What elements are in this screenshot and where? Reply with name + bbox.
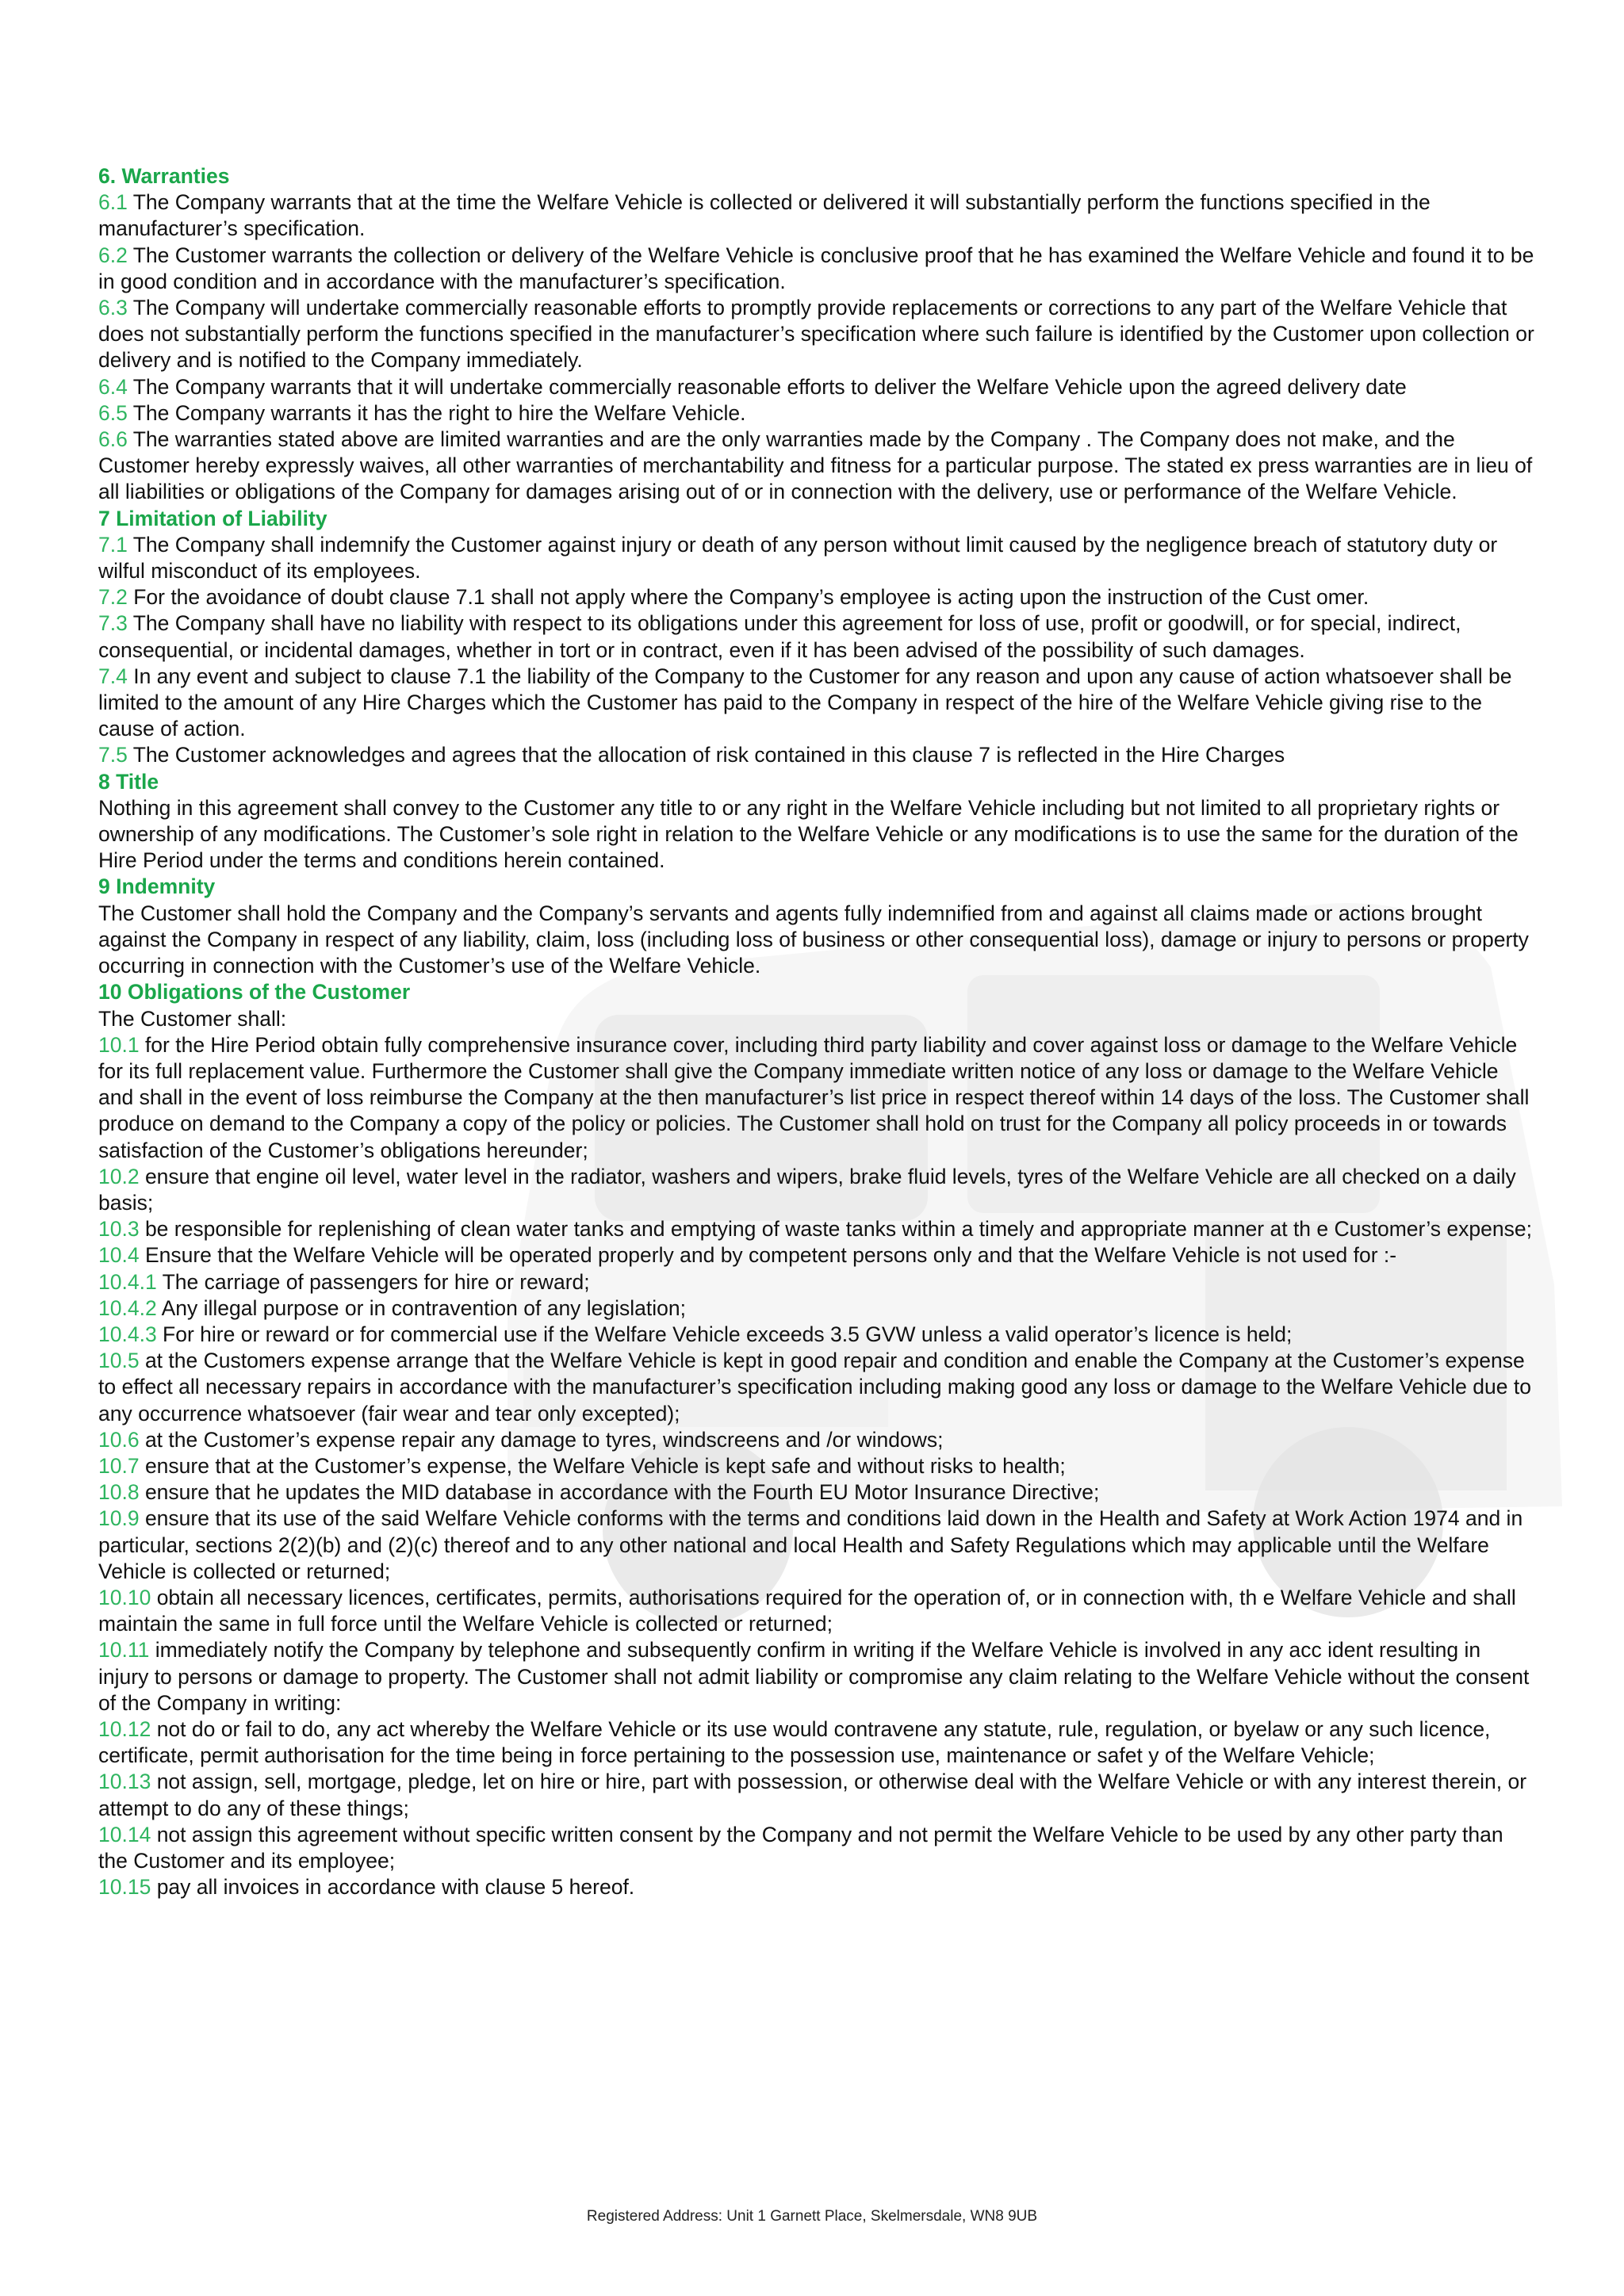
clause-number: 10.15 bbox=[98, 1875, 151, 1900]
clause-number: 7.5 bbox=[98, 743, 128, 767]
clause bbox=[98, 664, 1535, 743]
section-heading: 8 Title bbox=[98, 769, 159, 794]
clause bbox=[98, 400, 1535, 427]
clause-text: The Company shall indemnify the Customer against injury or death of any person without limit caused by the negligence breach of statutory duty or wilful misconduct of its employees. bbox=[98, 532, 1498, 584]
clause-number: 10.6 bbox=[98, 1427, 140, 1452]
clause-text: The Company warrants it has the right to hire the Welfare Vehicle. bbox=[127, 400, 746, 425]
clause-text: immediately notify the Company by telephone and subsequently confirm in writing if the Welfare Vehicle is involved in any acc ident resulting in injury to persons or damage to property. The Customer shall not admit liability or compromise any claim relating to the Welfare Vehicle without the consent of the Company in writing: bbox=[98, 1638, 1530, 1715]
clause bbox=[98, 1716, 1535, 1769]
clause bbox=[98, 1216, 1535, 1242]
clause-text: The Customer shall: bbox=[98, 1006, 287, 1031]
clause-text: obtain all necessary licences, certificates, permits, authorisations required for the operation of, or in connection with, th e Welfare Vehicle and shall maintain the same in full force until the Welfare Vehicle is collected or returned; bbox=[98, 1585, 1516, 1636]
clause bbox=[98, 1348, 1535, 1427]
clause-number: 6.1 bbox=[98, 190, 128, 215]
clause bbox=[98, 1769, 1535, 1821]
clause-text: not assign this agreement without specific written consent by the Company and not permit the Welfare Vehicle to be used by any other party than the Customer and its employee; bbox=[98, 1822, 1503, 1873]
clause bbox=[98, 1874, 1535, 1900]
section-heading: 7 Limitation of Liability bbox=[98, 506, 327, 530]
clause-text: ensure that engine oil level, water level in the radiator, washers and wipers, brake fluid levels, tyres of the Welfare Vehicle are all checked on a daily basis; bbox=[98, 1164, 1516, 1215]
clause-number: 10.4 bbox=[98, 1243, 140, 1268]
clause bbox=[98, 1164, 1535, 1216]
clause-number: 6.2 bbox=[98, 243, 128, 267]
clause bbox=[98, 1822, 1535, 1874]
section-heading: 6. Warranties bbox=[98, 164, 230, 188]
clause-number: 10.7 bbox=[98, 1453, 140, 1478]
clause bbox=[98, 1006, 1535, 1032]
clause bbox=[98, 584, 1535, 610]
section-heading: 9 Indemnity bbox=[98, 874, 216, 899]
clause bbox=[98, 1322, 1535, 1348]
clause-number: 10.4.1 bbox=[98, 1269, 157, 1294]
clause bbox=[98, 1506, 1535, 1585]
terms-content bbox=[98, 163, 1535, 1900]
clause bbox=[98, 610, 1535, 663]
clause-text: The Customer acknowledges and agrees that the allocation of risk contained in this clause 7 is reflected in the Hire Charges bbox=[127, 743, 1285, 767]
clause-number: 6.3 bbox=[98, 296, 128, 320]
clause bbox=[98, 532, 1535, 584]
clause-text: pay all invoices in accordance with clause 5 hereof. bbox=[151, 1875, 635, 1900]
clause-text: The Company will undertake commercially reasonable efforts to promptly provide replacements or corrections to any part of the Welfare Vehicle that does not substantially perform the functions specified in the manufacturer’s specification where such failure is identified by the Customer upon collection or delivery and is notified to the Company immediately. bbox=[98, 296, 1534, 373]
clause-number: 7.4 bbox=[98, 664, 128, 688]
clause-text: at the Customers expense arrange that the Welfare Vehicle is kept in good repair and condition and enable the Company at the Customer’s expense to effect all necessary repairs in accordance with the manufacturer’s specification including making good any loss or damage to the Welfare Vehicle due to any occurrence whatsoever (fair wear and tear only excepted); bbox=[98, 1349, 1531, 1425]
clause bbox=[98, 1295, 1535, 1322]
clause-text: not do or fail to do, any act whereby the Welfare Vehicle or its use would contravene any statute, rule, regulation, or byelaw or any such licence, certificate, permit authorisation for the time being in force pertaining to the possession use, maintenance or safet y of the Welfare Vehicle; bbox=[98, 1716, 1491, 1768]
clause-text: The warranties stated above are limited warranties and are the only warranties made by the Company . The Company does not make, and the Customer hereby expressly waives, all other warranties of merchantability and fitness for a particular purpose. The stated ex press warranties are in lieu of all liabilities or obligations of the Company for damages arising out of or in connection with the delivery, use or performance of the Welfare Vehicle. bbox=[98, 427, 1533, 504]
clause bbox=[98, 1479, 1535, 1506]
clause bbox=[98, 243, 1535, 295]
clause bbox=[98, 1242, 1535, 1269]
registered-address-footer: Registered Address: Unit 1 Garnett Place, Skelmersdale, WN8 9UB bbox=[586, 2208, 1038, 2225]
clause-text: ensure that he updates the MID database in accordance with the Fourth EU Motor Insurance Directive; bbox=[139, 1480, 1100, 1505]
clause-number: 6.6 bbox=[98, 427, 128, 452]
clause bbox=[98, 427, 1535, 506]
clause-text: ensure that its use of the said Welfare Vehicle conforms with the terms and conditions laid down in the Health and Safety at Work Action 1974 and in particular, sections 2(2)(b) and (2)(c) thereof and to any other national and local Health and Safety Regulations which may applicable until the Welfare Vehicle is collected or returned; bbox=[98, 1506, 1523, 1583]
clause-number: 10.4.2 bbox=[98, 1295, 157, 1320]
clause bbox=[98, 1032, 1535, 1164]
clause-number: 10.1 bbox=[98, 1032, 140, 1057]
clause-text: Nothing in this agreement shall convey to the Customer any title to or any right in the Welfare Vehicle including but not limited to all proprietary rights or ownership of any modifications. The Customer’s sole right in relation to the Welfare Vehicle or any modifications is to use the same for the duration of the Hire Period under the terms and conditions herein contained. bbox=[98, 795, 1519, 873]
clause-text: Any illegal purpose or in contravention of any legislation; bbox=[156, 1295, 687, 1320]
clause-text: ensure that at the Customer’s expense, the Welfare Vehicle is kept safe and without risks to health; bbox=[139, 1453, 1066, 1478]
clause bbox=[98, 374, 1535, 400]
clause bbox=[98, 742, 1535, 768]
clause-text: Ensure that the Welfare Vehicle will be operated properly and by competent persons only and that the Welfare Vehicle is not used for :- bbox=[139, 1243, 1397, 1268]
clause-number: 7.3 bbox=[98, 611, 128, 636]
clause-text: The carriage of passengers for hire or reward; bbox=[156, 1269, 590, 1294]
clause-text: be responsible for replenishing of clean water tanks and emptying of waste tanks within a timely and appropriate manner at th e Customer’s expense; bbox=[139, 1217, 1532, 1242]
clause-text: The Customer shall hold the Company and the Company’s servants and agents fully indemnified from and against all claims made or actions brought against the Company in respect of any liability, claim, loss (including loss of business or other consequential loss), damage or injury to persons or property occurring in connection with the Customer’s use of the Welfare Vehicle. bbox=[98, 901, 1529, 978]
clause-number: 10.10 bbox=[98, 1585, 151, 1609]
clause-number: 10.9 bbox=[98, 1506, 140, 1531]
clause bbox=[98, 1269, 1535, 1295]
clause-text: at the Customer’s expense repair any damage to tyres, windscreens and /or windows; bbox=[139, 1427, 944, 1452]
clause-number: 10.3 bbox=[98, 1217, 140, 1242]
clause-number: 10.5 bbox=[98, 1349, 140, 1373]
clause bbox=[98, 1585, 1535, 1637]
clause-text: not assign, sell, mortgage, pledge, let on hire or hire, part with possession, or otherwise deal with the Welfare Vehicle or with any interest therein, or attempt to do any of these things; bbox=[98, 1770, 1527, 1820]
clause bbox=[98, 1453, 1535, 1479]
clause bbox=[98, 795, 1535, 874]
clause-text: The Company warrants that at the time the Welfare Vehicle is collected or delivered it will substantially perform the functions specified in the manufacturer’s specification. bbox=[98, 190, 1431, 241]
clause-text: for the Hire Period obtain fully comprehensive insurance cover, including third party liability and cover against loss or damage to the Welfare Vehicle for its full replacement value. Furthermore the Customer shall give the Company immediate written notice of any loss or damage to the Welfare Vehicle and shall in the event of loss reimburse the Company at the then manufacturer’s list price in respect thereof within 14 days of the loss. The Customer shall produce on demand to the Company a copy of the policy or policies. The Customer shall hold on trust for the Company all policy proceeds in or towards satisfaction of the Customer’s obligations hereunder; bbox=[98, 1032, 1530, 1162]
clause bbox=[98, 1427, 1535, 1453]
clause-number: 10.2 bbox=[98, 1164, 140, 1188]
clause bbox=[98, 901, 1535, 980]
clause-number: 10.4.3 bbox=[98, 1322, 157, 1346]
clause-number: 10.14 bbox=[98, 1822, 151, 1846]
clause-text: The Company warrants that it will undertake commercially reasonable efforts to deliver the Welfare Vehicle upon the agreed delivery date bbox=[127, 374, 1407, 399]
clause-number: 7.2 bbox=[98, 585, 128, 610]
clause-text: In any event and subject to clause 7.1 the liability of the Company to the Customer for any reason and upon any cause of action whatsoever shall be limited to the amount of any Hire Charges which the Customer has paid to the Company in respect of the hire of the Welfare Vehicle giving rise to the cause of action. bbox=[98, 664, 1512, 741]
clause-number: 6.5 bbox=[98, 400, 128, 425]
clause-text: The Company shall have no liability with respect to its obligations under this agreement for loss of use, profit or goodwill, or for special, indirect, consequential, or incidental damages, whether in tort or in contract, even if it has been advised of the possibility of such damages. bbox=[98, 611, 1461, 662]
clause-number: 6.4 bbox=[98, 374, 128, 399]
clause-text: For the avoidance of doubt clause 7.1 shall not apply where the Company’s employee is acting upon the instruction of the Cust omer. bbox=[127, 585, 1369, 610]
clause bbox=[98, 1637, 1535, 1716]
clause-text: The Customer warrants the collection or delivery of the Welfare Vehicle is conclusive proof that he has examined the Welfare Vehicle and found it to be in good condition and in accordance with the manufacturer’s specification. bbox=[98, 243, 1534, 293]
clause-number: 10.11 bbox=[98, 1638, 150, 1663]
clause bbox=[98, 295, 1535, 374]
section-heading: 10 Obligations of the Customer bbox=[98, 980, 411, 1004]
clause-number: 10.8 bbox=[98, 1480, 140, 1505]
clause-text: For hire or reward or for commercial use if the Welfare Vehicle exceeds 3.5 GVW unless a valid operator’s licence is held; bbox=[156, 1322, 1293, 1346]
clause-number: 10.12 bbox=[98, 1716, 151, 1741]
clause-number: 7.1 bbox=[98, 532, 128, 557]
clause bbox=[98, 189, 1535, 242]
clause-number: 10.13 bbox=[98, 1770, 151, 1794]
